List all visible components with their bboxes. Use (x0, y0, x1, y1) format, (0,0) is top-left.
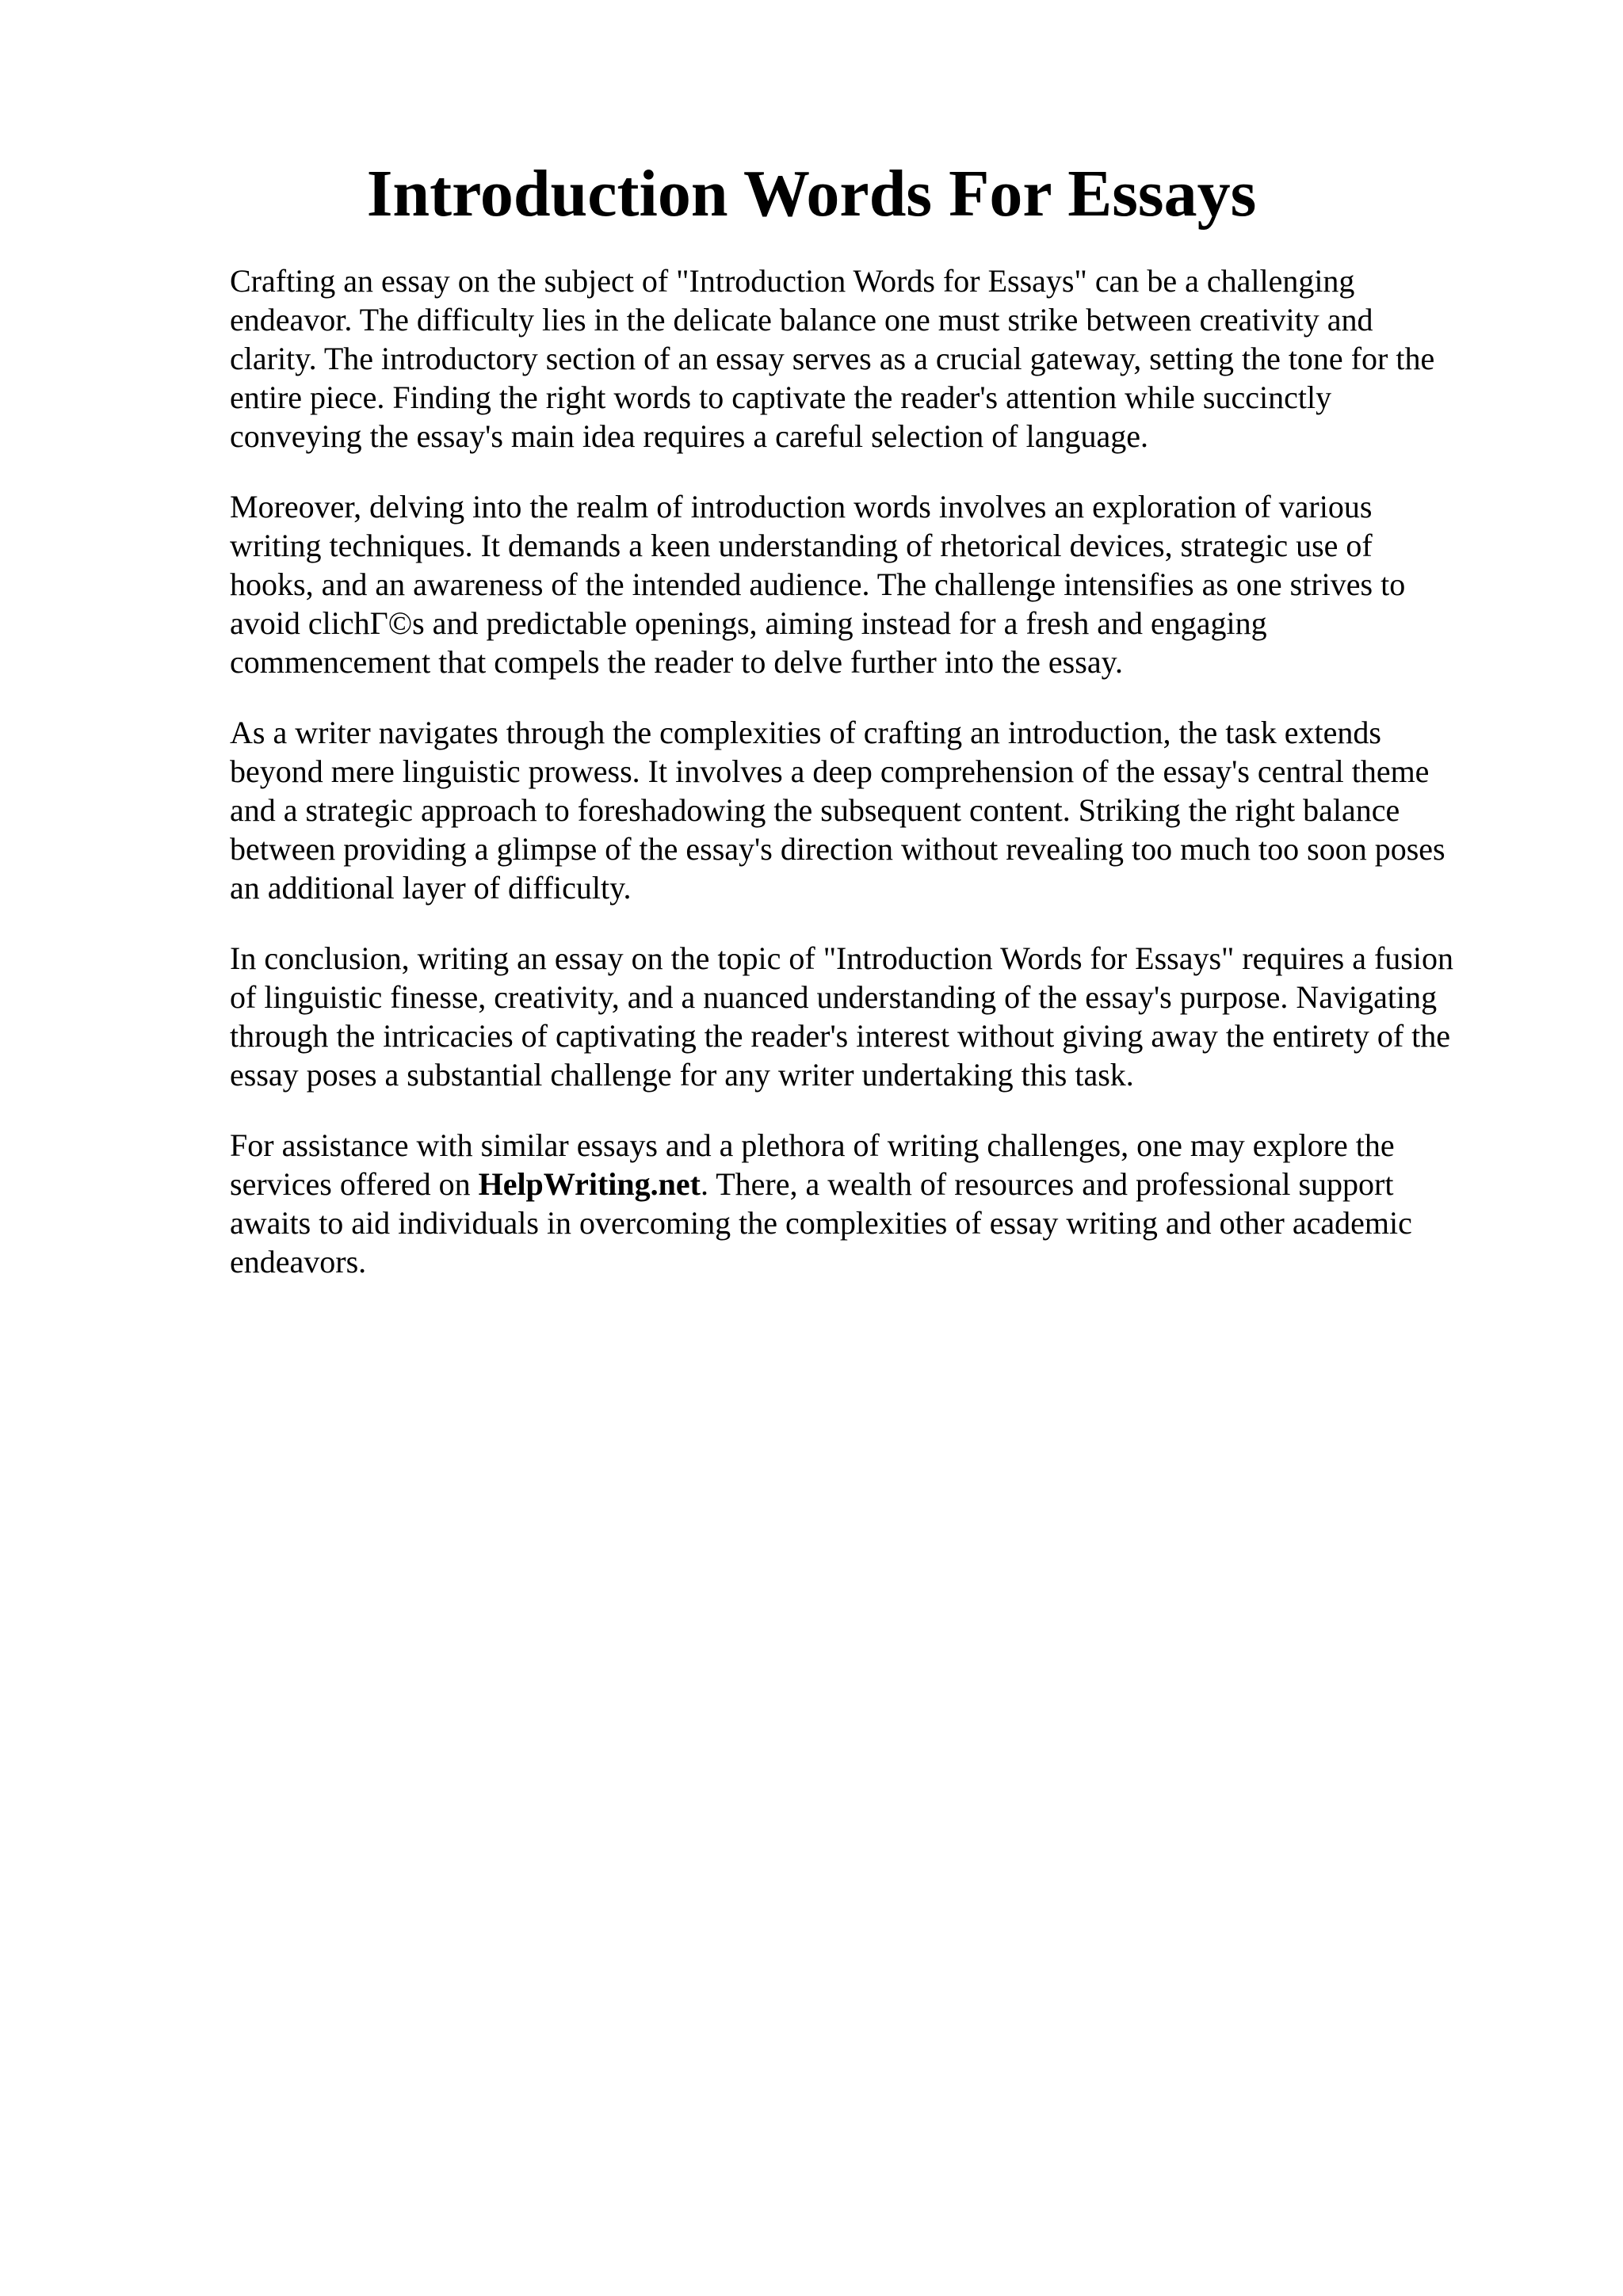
text-line: awaits to aid individuals in overcoming the complexities of essay writing and other academic (230, 1205, 1412, 1241)
text-line: of linguistic finesse, creativity, and a nuanced understanding of the essay's purpose. Navigating (230, 979, 1438, 1015)
text-line: between providing a glimpse of the essay's direction without revealing too much too soon poses (230, 831, 1445, 867)
text-line: For assistance with similar essays and a plethora of writing challenges, one may explore the (230, 1127, 1395, 1163)
paragraph-assistance (230, 1126, 1498, 1281)
text-line: Moreover, delving into the realm of introduction words involves an exploration of various (230, 489, 1373, 524)
text-line: an additional layer of difficulty. (230, 870, 632, 906)
helpwriting-link[interactable]: HelpWriting.net (478, 1166, 701, 1202)
text-line: essay poses a substantial challenge for any writer undertaking this task. (230, 1057, 1134, 1093)
text-fragment: services offered on (230, 1166, 479, 1202)
page-title: Introduction Words For Essays (366, 157, 1257, 231)
text-line: through the intricacies of captivating the reader's interest without giving away the entirety of the (230, 1018, 1451, 1054)
paragraph-techniques (230, 487, 1498, 681)
text-line: hooks, and an awareness of the intended audience. The challenge intensifies as one strives to (230, 566, 1406, 602)
text-line: In conclusion, writing an essay on the topic of "Introduction Words for Essays" requires a fusion (230, 940, 1453, 976)
text-line: As a writer navigates through the complexities of crafting an introduction, the task extends (230, 715, 1381, 750)
paragraph-intro (230, 261, 1498, 456)
text-line: entire piece. Finding the right words to captivate the reader's attention while succinctly (230, 379, 1332, 415)
text-line: commencement that compels the reader to delve further into the essay. (230, 644, 1123, 680)
text-line: writing techniques. It demands a keen understanding of rhetorical devices, strategic use of (230, 528, 1373, 563)
text-line-with-link (230, 1165, 1498, 1203)
paragraph-conclusion (230, 939, 1498, 1094)
text-line: and a strategic approach to foreshadowing the subsequent content. Striking the right balance (230, 792, 1400, 828)
text-line: beyond mere linguistic prowess. It involves a deep comprehension of the essay's central theme (230, 753, 1430, 789)
text-line: endeavors. (230, 1244, 367, 1280)
text-line: clarity. The introductory section of an essay serves as a crucial gateway, setting the tone for the (230, 341, 1435, 376)
paragraph-complexities (230, 713, 1498, 907)
document-body (230, 261, 1498, 1313)
text-line: avoid clichΓ©s and predictable openings, aiming instead for a fresh and engaging (230, 605, 1267, 641)
text-line: Crafting an essay on the subject of "Introduction Words for Essays" can be a challenging (230, 263, 1355, 299)
text-fragment: . There, a wealth of resources and professional support (700, 1166, 1394, 1202)
text-line: conveying the essay's main idea requires a careful selection of language. (230, 418, 1148, 454)
text-line: endeavor. The difficulty lies in the delicate balance one must strike between creativity and (230, 302, 1373, 338)
